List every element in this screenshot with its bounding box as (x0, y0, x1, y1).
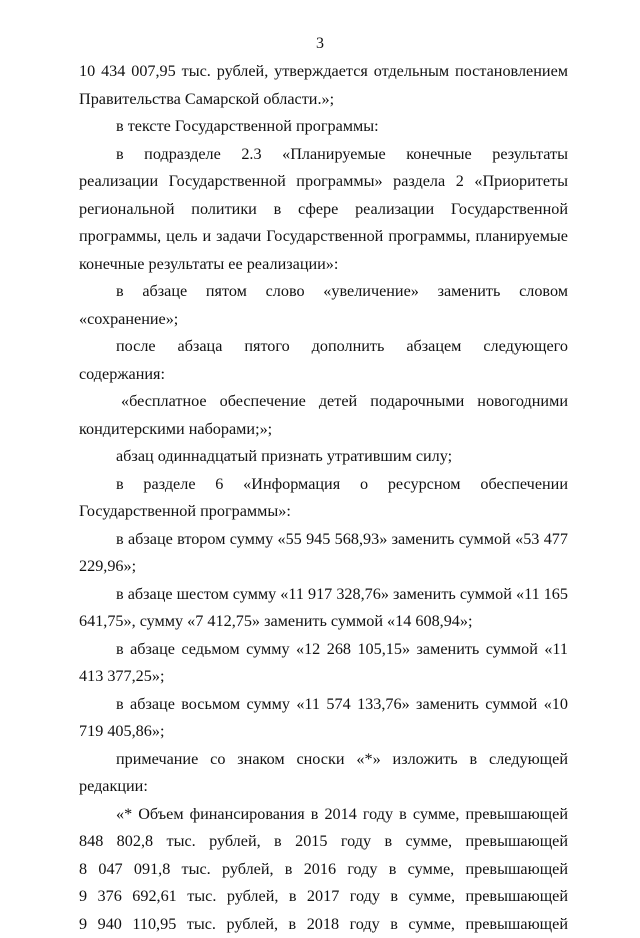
paragraph-section-6: в разделе 6 «Информация о ресурсном обеспечении Государственной программы»: (79, 471, 568, 526)
paragraph-seventh-sum: в абзаце седьмом сумму «12 268 105,15» заменить суммой «11 413 377,25»; (79, 636, 568, 691)
paragraph-second-sum: в абзаце втором сумму «55 945 568,93» заменить суммой «53 477 229,96»; (79, 526, 568, 581)
document-body (79, 58, 568, 938)
paragraph-gift-sets: «бесплатное обеспечение детей подарочными новогодними кондитерскими наборами;»; (79, 388, 568, 443)
footnote-line: 848 802,8 тыс. рублей, в 2015 году в сумме, превышающей (79, 828, 568, 856)
paragraph-footnote-note: примечание со знаком сноски «*» изложить в следующей редакции: (79, 746, 568, 801)
paragraph-eighth-sum: в абзаце восьмом сумму «11 574 133,76» заменить суммой «10 719 405,86»; (79, 691, 568, 746)
page-number: 3 (0, 34, 640, 54)
footnote-line: 9 376 692,61 тыс. рублей, в 2017 году в сумме, превышающей (79, 883, 568, 911)
paragraph-subsection-2-3: в подразделе 2.3 «Планируемые конечные результаты реализации Государственной программы» раздела 2 «Приоритеты региональной политики в сфере реализации Государственной программы, цель и задачи Государственной программы, планируемые конечные результаты ее реализации»: (79, 141, 568, 279)
paragraph-program-text: в тексте Государственной программы: (79, 113, 568, 141)
footnote-line: 9 940 110,95 тыс. рублей, в 2018 году в сумме, превышающей (79, 911, 568, 938)
paragraph-sixth-sum: в абзаце шестом сумму «11 917 328,76» заменить суммой «11 165 641,75», сумму «7 412,75» заменить суммой «14 608,94»; (79, 581, 568, 636)
footnote-block (79, 801, 568, 938)
paragraph-add-after-fifth: после абзаца пятого дополнить абзацем следующего содержания: (79, 333, 568, 388)
footnote-line: «* Объем финансирования в 2014 году в сумме, превышающей (79, 801, 568, 829)
footnote-line: 8 047 091,8 тыс. рублей, в 2016 году в сумме, превышающей (79, 856, 568, 884)
paragraph-continuation: 10 434 007,95 тыс. рублей, утверждается отдельным постановлением Правительства Самарской области.»; (79, 58, 568, 113)
paragraph-eleventh-void: абзац одиннадцатый признать утратившим силу; (79, 443, 568, 471)
paragraph-fifth-word-replace: в абзаце пятом слово «увеличение» заменить словом «сохранение»; (79, 278, 568, 333)
